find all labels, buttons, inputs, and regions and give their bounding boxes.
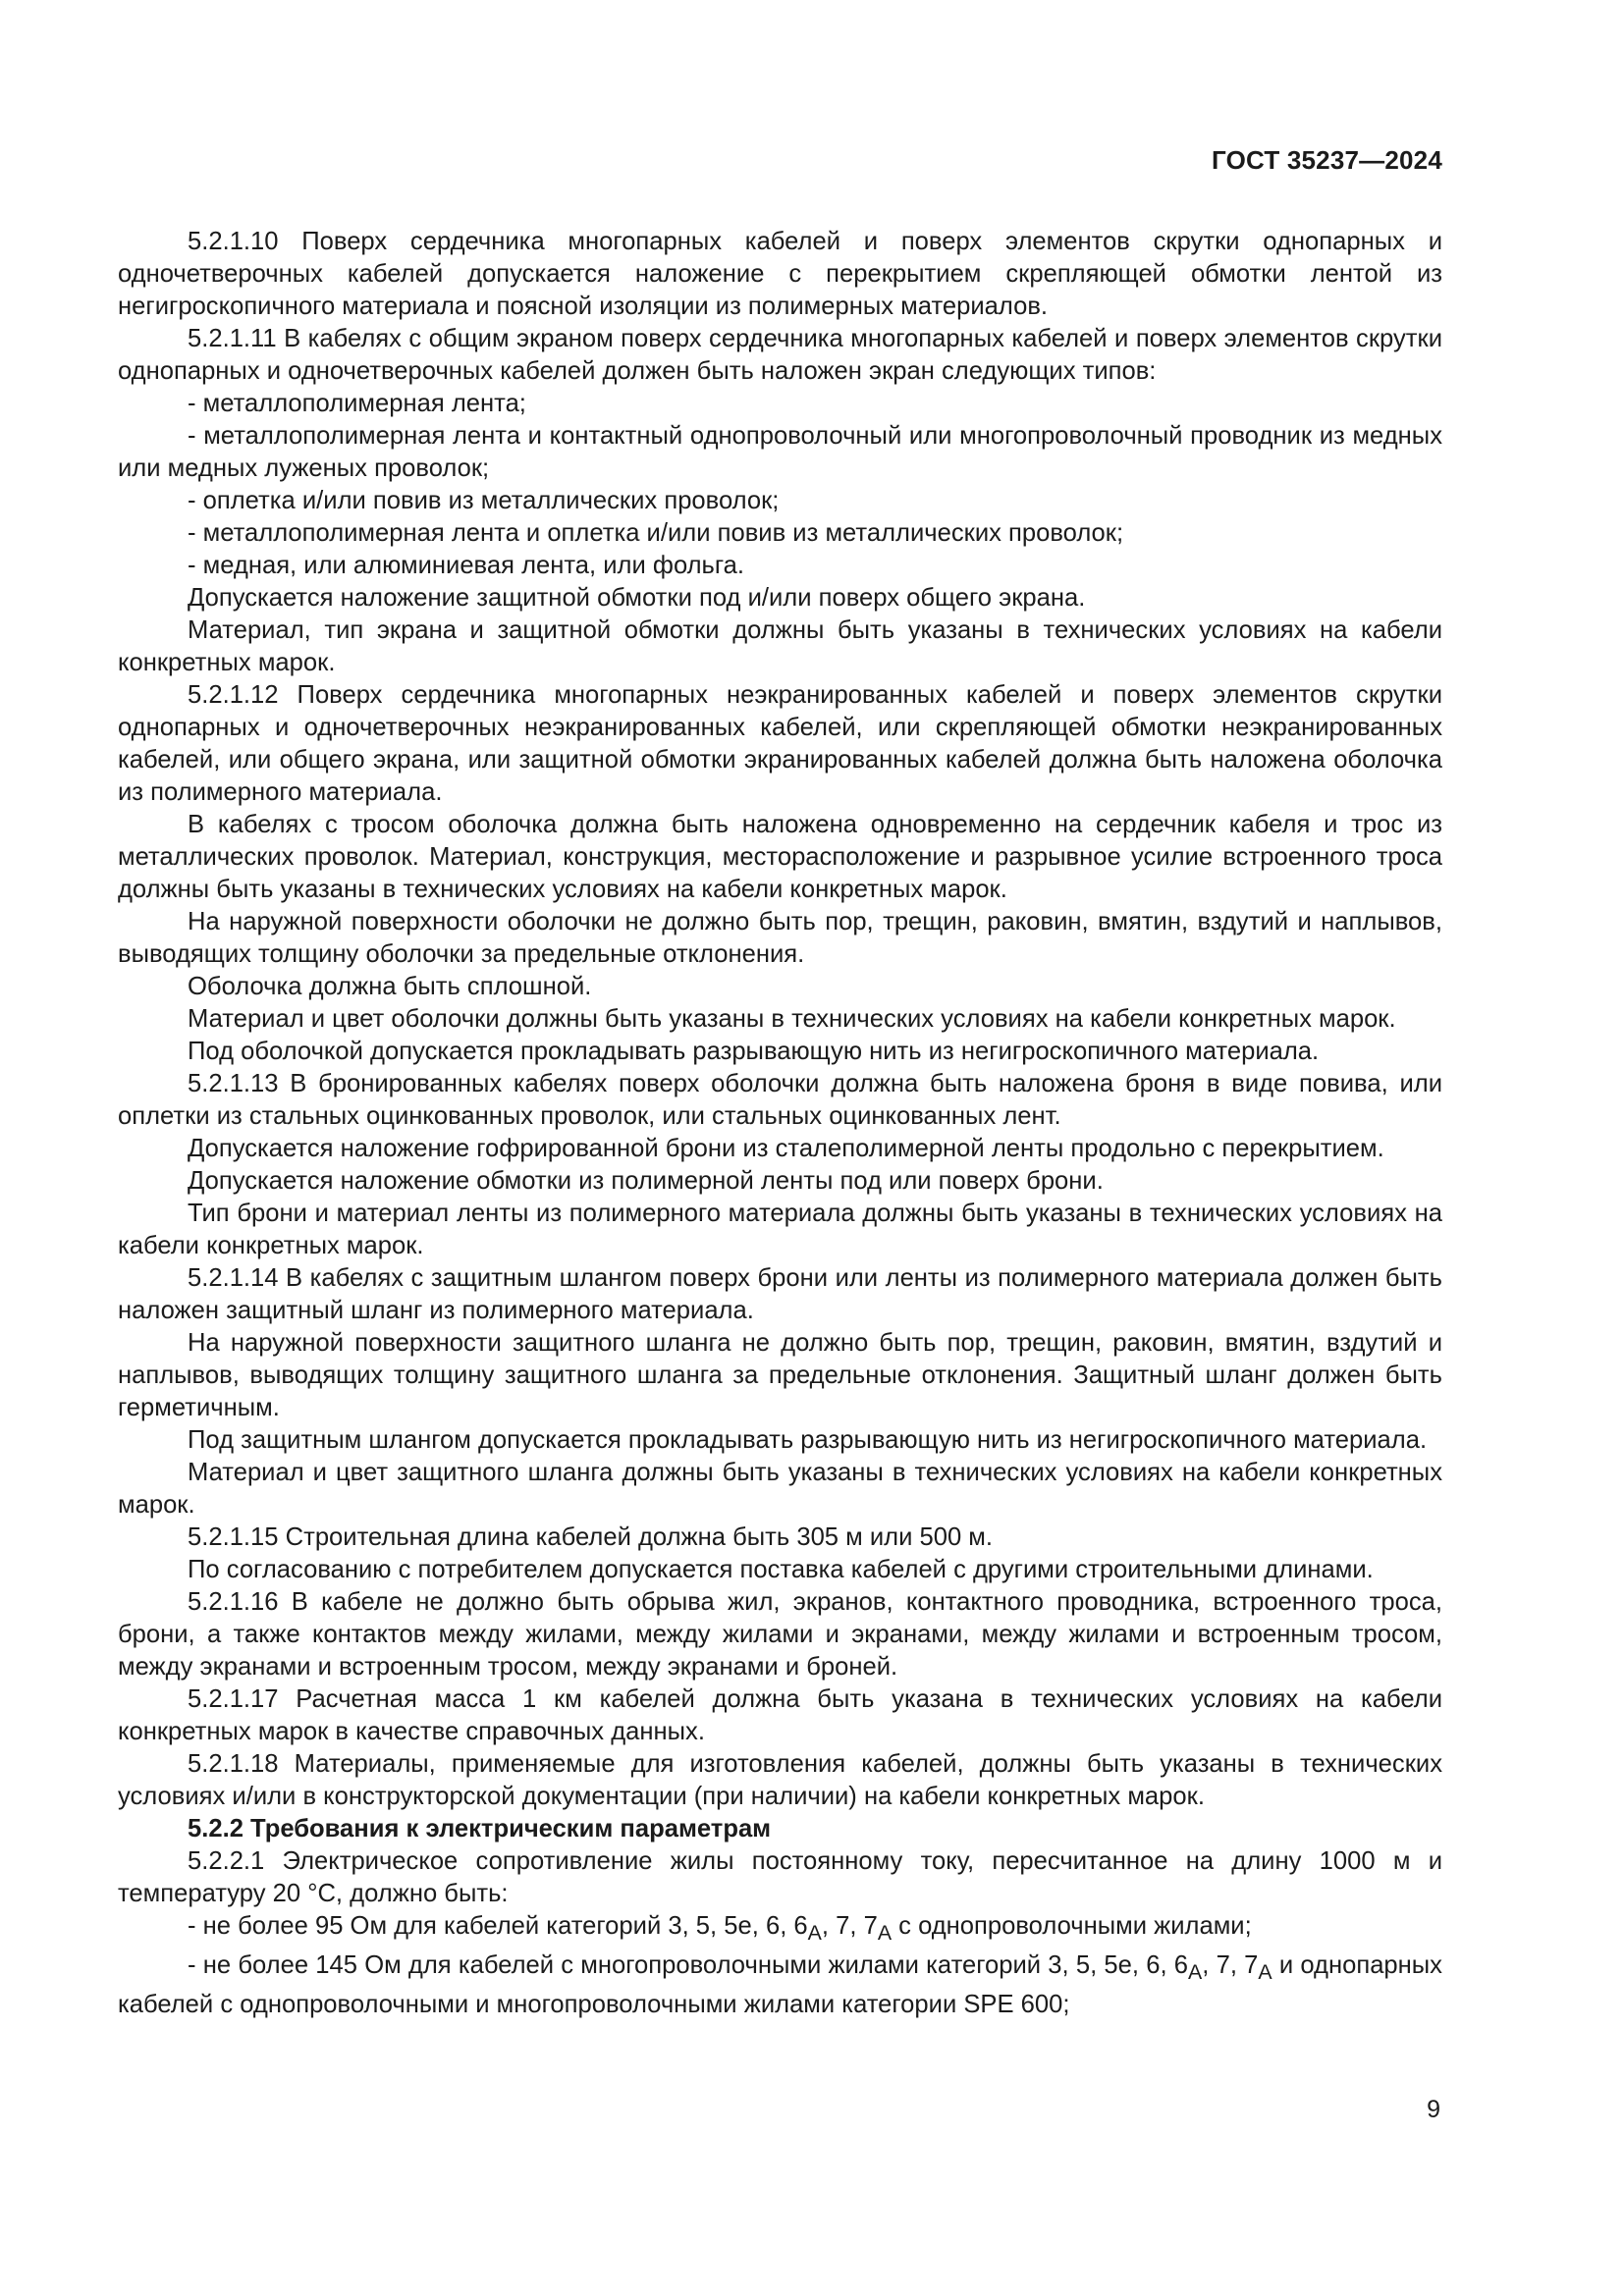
subscript: A: [1258, 1960, 1272, 1985]
paragraph: Оболочка должна быть сплошной.: [188, 973, 592, 1000]
section-heading: 5.2.2 Требования к электрическим параметрам: [188, 1815, 772, 1842]
subscript: A: [877, 1921, 893, 1946]
paragraph: 5.2.1.10 Поверх сердечника многопарных кабелей и поверх элементов скрутки однопарных и одночетверочных кабелей допускается наложение с перекрытием скрепляющей обмотки лентой из негигроскопичного материала и поясной изоляции из полимерных материалов.: [118, 228, 1442, 320]
list-item: - медная, или алюминиевая лента, или фольга.: [188, 552, 745, 579]
list-item: [118, 1910, 1442, 1949]
document-number: ГОСТ 35237—2024: [1212, 145, 1442, 175]
item-text: - не более 95 Ом для кабелей категорий 3, 5, 5е, 6, 6: [188, 1912, 808, 1940]
item-text: , 7, 7: [821, 1912, 878, 1940]
item-text: и однопарных кабелей с однопроволочными и многопроволочными жилами категории SPE 600;: [118, 1951, 1442, 2019]
list-item: [118, 1949, 1442, 2021]
page-number: 9: [1427, 2096, 1440, 2123]
paragraph: На наружной поверхности оболочки не должно быть пор, трещин, раковин, вмятин, вздутий и наплывов, выводящих толщину оболочки за предельные отклонения.: [118, 908, 1442, 968]
paragraph: По согласованию с потребителем допускается поставка кабелей с другими строительными длинами.: [188, 1556, 1374, 1583]
item-text: , 7, 7: [1202, 1951, 1259, 1980]
paragraph: Материал и цвет оболочки должны быть указаны в технических условиях на кабели конкретных марок.: [188, 1005, 1396, 1033]
paragraph: Под защитным шлангом допускается прокладывать разрывающую нить из негигроскопичного материала.: [188, 1426, 1428, 1454]
list-item: - металлополимерная лента;: [188, 390, 526, 417]
item-text: с однопроволочными жилами;: [892, 1912, 1252, 1940]
paragraph: Материал, тип экрана и защитной обмотки должны быть указаны в технических условиях на кабели конкретных марок.: [118, 616, 1442, 676]
subscript: A: [807, 1921, 822, 1946]
paragraph: 5.2.1.18 Материалы, применяемые для изготовления кабелей, должны быть указаны в технических условиях и/или в конструкторской документации (при наличии) на кабели конкретных марок.: [118, 1750, 1442, 1810]
paragraph: Материал и цвет защитного шланга должны быть указаны в технических условиях на кабели конкретных марок.: [118, 1459, 1442, 1519]
paragraph: 5.2.2.1 Электрическое сопротивление жилы постоянному току, пересчитанное на длину 1000 м и температуру 20 °С, должно быть:: [118, 1847, 1442, 1907]
paragraph: Допускается наложение защитной обмотки под и/или поверх общего экрана.: [188, 584, 1086, 612]
list-item: - оплетка и/или повив из металлических проволок;: [188, 487, 780, 514]
item-text: - не более 145 Ом для кабелей с многопроволочными жилами категорий 3, 5, 5е, 6, 6: [188, 1951, 1189, 1980]
paragraph: Тип брони и материал ленты из полимерного материала должны быть указаны в технических условиях на кабели конкретных марок.: [118, 1200, 1442, 1259]
paragraph: Допускается наложение гофрированной брони из сталеполимерной ленты продольно с перекрытием.: [188, 1135, 1384, 1162]
paragraph: 5.2.1.13 В бронированных кабелях поверх оболочки должна быть наложена броня в виде повива, или оплетки из стальных оцинкованных проволок, или стальных оцинкованных лент.: [118, 1070, 1442, 1130]
body-text: [118, 226, 1442, 2021]
paragraph: 5.2.1.12 Поверх сердечника многопарных неэкранированных кабелей и поверх элементов скрутки однопарных и одночетверочных неэкранированных кабелей, или скрепляющей обмотки неэкранированных кабелей, или общего экрана, или защитной обмотки экранированных кабелей должна быть наложена оболочка из полимерного материала.: [118, 681, 1442, 806]
subscript: A: [1188, 1960, 1203, 1985]
paragraph: 5.2.1.17 Расчетная масса 1 км кабелей должна быть указана в технических условиях на кабели конкретных марок в качестве справочных данных.: [118, 1685, 1442, 1745]
paragraph: 5.2.1.11 В кабелях с общим экраном поверх сердечника многопарных кабелей и поверх элементов скрутки однопарных и одночетверочных кабелей должен быть наложен экран следующих типов:: [118, 325, 1442, 385]
paragraph: Под оболочкой допускается прокладывать разрывающую нить из негигроскопичного материала.: [188, 1038, 1320, 1065]
list-item: - металлополимерная лента и оплетка и/или повив из металлических проволок;: [188, 519, 1124, 547]
paragraph: 5.2.1.16 В кабеле не должно быть обрыва жил, экранов, контактного проводника, встроенного троса, брони, а также контактов между жилами, между жилами и экранами, между жилами и встроенным тросом, между экранами и встроенным тросом, между экранами и броней.: [118, 1588, 1442, 1681]
list-item: - металлополимерная лента и контактный однопроволочный или многопроволочный проводник из медных или медных луженых проволок;: [118, 422, 1442, 482]
paragraph: В кабелях с тросом оболочка должна быть наложена одновременно на сердечник кабеля и трос из металлических проволок. Материал, конструкция, месторасположение и разрывное усилие встроенного троса должны быть указаны в технических условиях на кабели конкретных марок.: [118, 811, 1442, 903]
paragraph: Допускается наложение обмотки из полимерной ленты под или поверх брони.: [188, 1167, 1104, 1195]
paragraph: 5.2.1.14 В кабелях с защитным шлангом поверх брони или ленты из полимерного материала должен быть наложен защитный шланг из полимерного материала.: [118, 1264, 1442, 1324]
paragraph: 5.2.1.15 Строительная длина кабелей должна быть 305 м или 500 м.: [188, 1523, 994, 1551]
paragraph: На наружной поверхности защитного шланга не должно быть пор, трещин, раковин, вмятин, вздутий и наплывов, выводящих толщину защитного шланга за предельные отклонения. Защитный шланг должен быть герметичным.: [118, 1329, 1442, 1421]
